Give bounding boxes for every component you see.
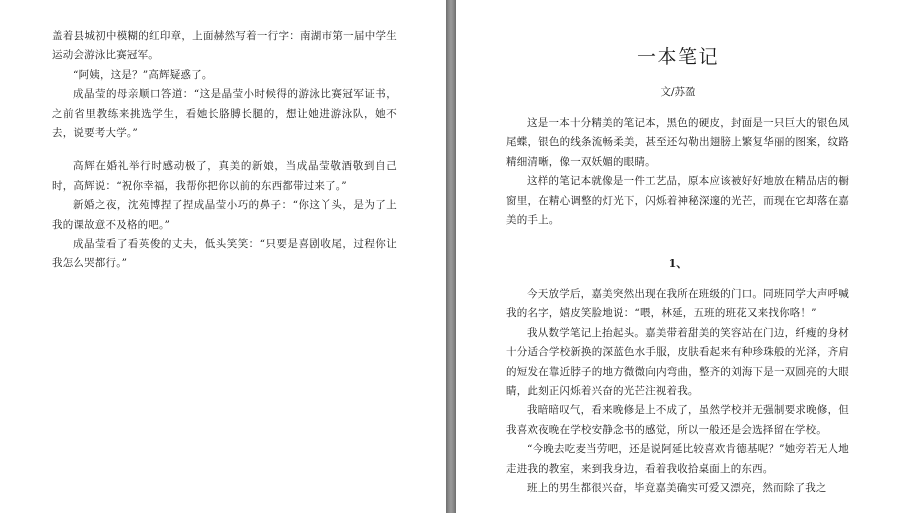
- chapter-text: [506, 285, 849, 498]
- paragraph: “阿姨，这是？”高辉疑惑了。: [73, 68, 213, 81]
- paragraph: 高辉在婚礼举行时感动极了，真美的新娘，当成晶莹敬酒敬到自己时，高辉说：“祝你幸福，我帮你把你以前的东西都带过来了。”: [52, 160, 397, 192]
- paragraph: 今天放学后，嘉美突然出现在我所在班级的门口。同班同学大声呼喊我的名字，嬉皮笑脸地说：“喂，林延，五班的班花又来找你咯！”: [506, 288, 849, 320]
- paragraph: 成晶莹看了看英俊的丈夫，低头笑笑：“只要是喜剧收尾，过程你让我怎么哭都行。”: [52, 238, 397, 270]
- page-gutter: [446, 0, 456, 513]
- intro-text: [506, 114, 849, 230]
- section-break: [52, 143, 397, 157]
- paragraph: “今晚去吃麦当劳吧，还是说阿延比较喜欢肯德基呢？”她旁若无人地走进我的教室，来到我身边，看着我收拾桌面上的东西。: [506, 443, 849, 475]
- paragraph: 我从数学笔记上抬起头。嘉美带着甜美的笑容站在门边，纤瘦的身材十分适合学校新换的深蓝色水手服，皮肤看起来有种珍珠般的光泽，齐肩的短发在靠近脖子的地方微微向内弯曲，整齐的刘海下是一双圆亮的大眼睛，此刻正闪烁着兴奋的光芒注视着我。: [506, 326, 849, 398]
- chapter-heading: 1、: [668, 257, 688, 270]
- left-page: [0, 0, 446, 513]
- right-page: [456, 0, 900, 513]
- left-page-text: [52, 27, 397, 274]
- paragraph: 这样的笔记本就像是一件工艺品，原本应该被好好地放在精品店的橱窗里，在精心调整的灯光下，闪烁着神秘深邃的光芒，而现在它却落在嘉美的手上。: [506, 175, 849, 227]
- story-author: 文/苏盈: [660, 86, 696, 98]
- paragraph: 盖着县城初中模糊的红印章，上面赫然写着一行字：南湖市第一届中学生运动会游泳比赛冠军。: [52, 30, 397, 62]
- paragraph: 成晶莹的母亲顺口答道：“这是晶莹小时候得的游泳比赛冠军证书，之前省里教练来挑选学生，看她长胳膊长腿的，想让她进游泳队，她不去，说要考大学。”: [52, 88, 397, 140]
- paragraph: 新婚之夜，沈苑博捏了捏成晶莹小巧的鼻子：“你这丫头，是为了上我的课故意不及格的吧。”: [52, 199, 397, 231]
- paragraph: 这是一本十分精美的笔记本，黑色的硬皮，封面是一只巨大的银色凤尾蝶，银色的线条流畅柔美，甚至还勾勒出翅膀上繁复华丽的图案，纹路精细清晰，像一双妖媚的眼睛。: [506, 117, 849, 168]
- story-title: 一本笔记: [636, 46, 719, 68]
- paragraph: 班上的男生都很兴奋，毕竟嘉美确实可爱又漂亮，然而除了我之: [527, 482, 827, 495]
- paragraph: 我暗暗叹气，看来晚修是上不成了，虽然学校并无强制要求晚修，但我喜欢夜晚在学校安静念书的感觉，所以一般还是会选择留在学校。: [506, 404, 849, 436]
